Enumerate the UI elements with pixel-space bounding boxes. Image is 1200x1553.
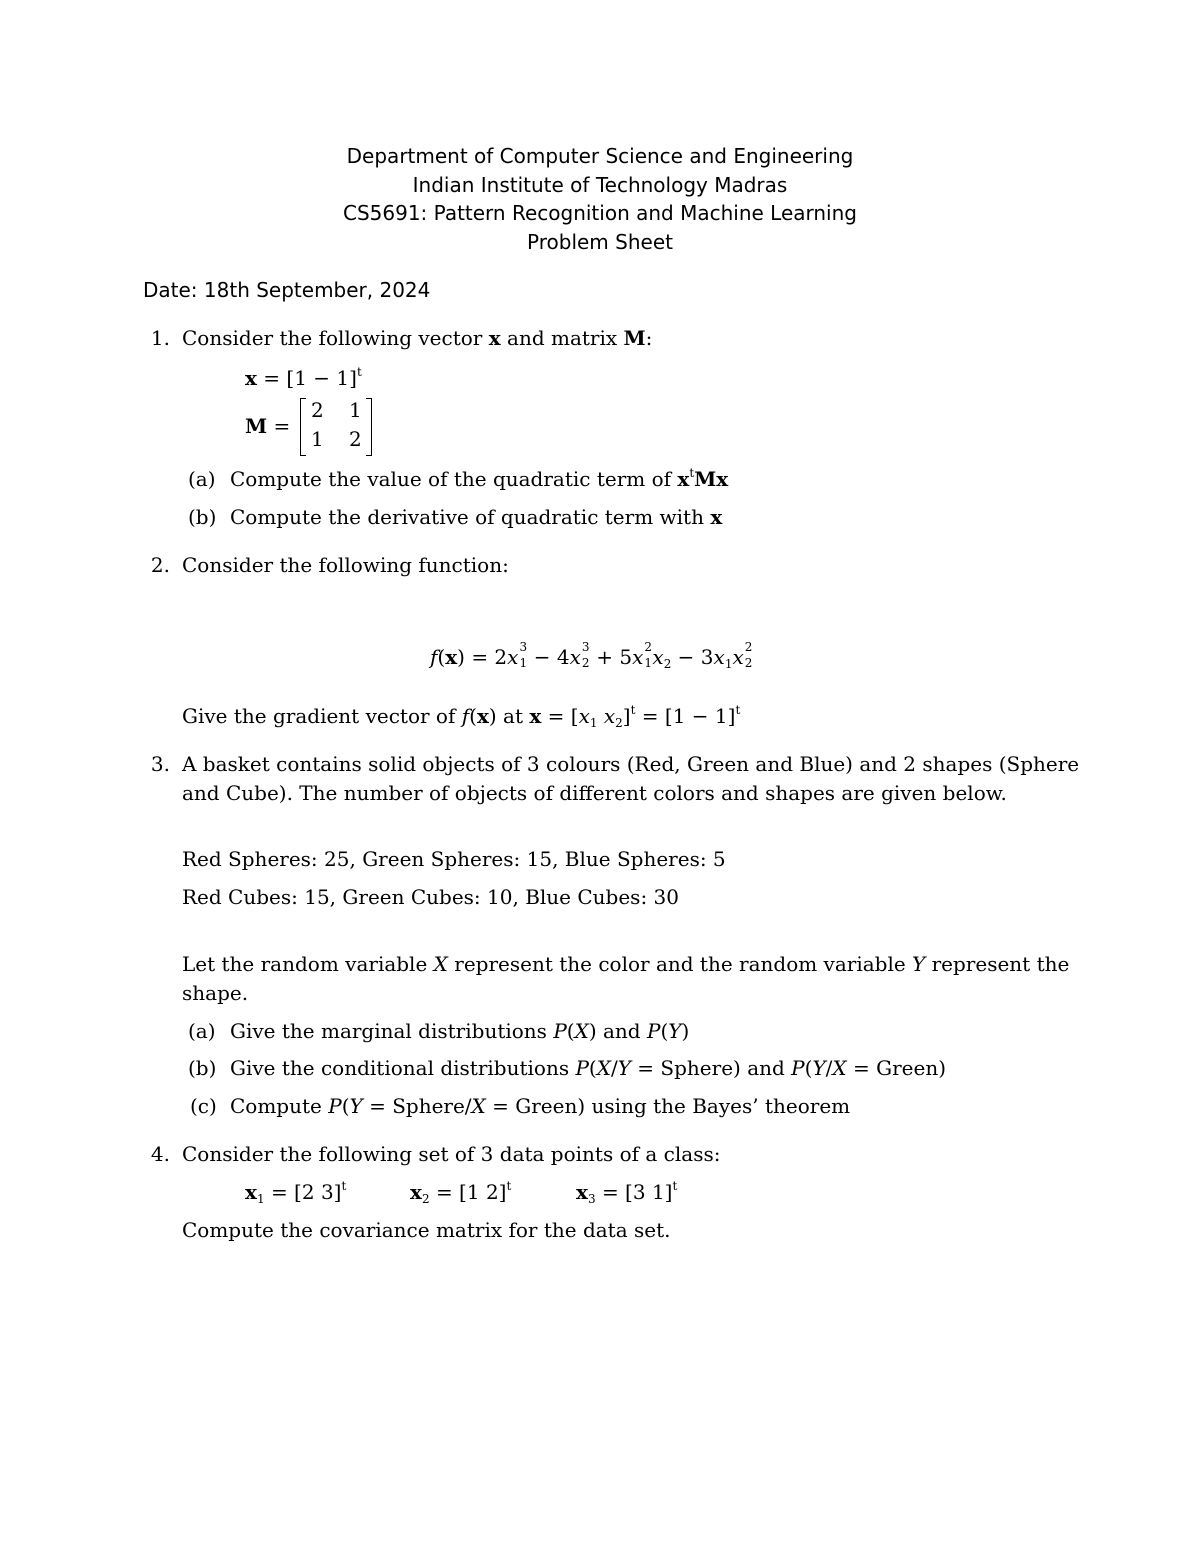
q1-matrix-m: 2 1 1 2 [300, 398, 372, 456]
q1-number: 1. [150, 326, 170, 350]
q3-let-line2: shape. [182, 981, 249, 1005]
q3-cubes: Red Cubes: 15, Green Cubes: 10, Blue Cubes: 30 [182, 885, 679, 909]
q3-number: 3. [150, 752, 170, 776]
department-line: Department of Computer Science and Engineering [346, 144, 854, 168]
q2-gradient: Give the gradient vector of f(x) at $x = [x_1$ $x_2]^t = [1 - 1]^t$ [182, 703, 741, 730]
q3-part-b: Give the conditional distributions P(X/Y = Sphere) and P(Y/X = Green) [230, 1056, 947, 1080]
document-header [0, 142, 1200, 256]
institute-line: Indian Institute of Technology Madras [412, 172, 788, 197]
q1-matrix-label: M = [245, 414, 291, 438]
q1-intro: Consider the following vector x and matrix M: [182, 326, 653, 350]
q4-point-x1: $x_1 = [2$ 3]$^t$ [245, 1179, 347, 1206]
q3-part-b-label: (b) [188, 1056, 217, 1080]
q2-intro: Consider the following function: [182, 553, 509, 577]
q3-part-a: Give the marginal distributions P(X) and P(Y) [230, 1019, 690, 1043]
q3-part-c: Compute P(Y = Sphere/X = Green) using the Bayes’ theorem [230, 1094, 851, 1118]
q1-part-b: Compute the derivative of quadratic term with x [230, 505, 723, 529]
sheet-title: Problem Sheet [527, 229, 673, 254]
q3-part-a-label: (a) [188, 1019, 216, 1043]
date-line: Date: 18th September, 2024 [143, 278, 431, 302]
q1-vector-x: $x = [1 - 1]^t$ [245, 365, 362, 390]
q4-number: 4. [150, 1142, 170, 1166]
q4-intro: Consider the following set of 3 data points of a class: [182, 1142, 721, 1166]
q4-point-x2: $x_2 = [1$ 2]$^t$ [410, 1179, 512, 1206]
q3-spheres: Red Spheres: 25, Green Spheres: 15, Blue Spheres: 5 [182, 847, 726, 871]
q4-point-x3: $x_3 = [3$ 1]$^t$ [576, 1179, 678, 1206]
q1-part-a-label: (a) [188, 467, 216, 491]
q3-line2: and Cube). The number of objects of different colors and shapes are given below. [182, 781, 1007, 805]
q2-function: f(x) = 2x 3 1 − 4x 3 2 + 5x 2 1 $x_2 - 3x_1x$ 2 2 [430, 640, 753, 671]
q3-part-c-label: (c) [190, 1094, 217, 1118]
q3-line1: A basket contains solid objects of 3 colours (Red, Green and Blue) and 2 shapes (Sphere [182, 752, 1080, 776]
q3-let-line1: Let the random variable X represent the color and the random variable Y represent the [182, 952, 1070, 976]
q4-outro: Compute the covariance matrix for the data set. [182, 1218, 671, 1242]
q2-number: 2. [150, 553, 170, 577]
q1-part-b-label: (b) [188, 505, 217, 529]
q1-part-a: Compute the value of the quadratic term of $x^tMx$ [230, 466, 729, 491]
course-line: CS5691: Pattern Recognition and Machine Learning [343, 201, 857, 225]
